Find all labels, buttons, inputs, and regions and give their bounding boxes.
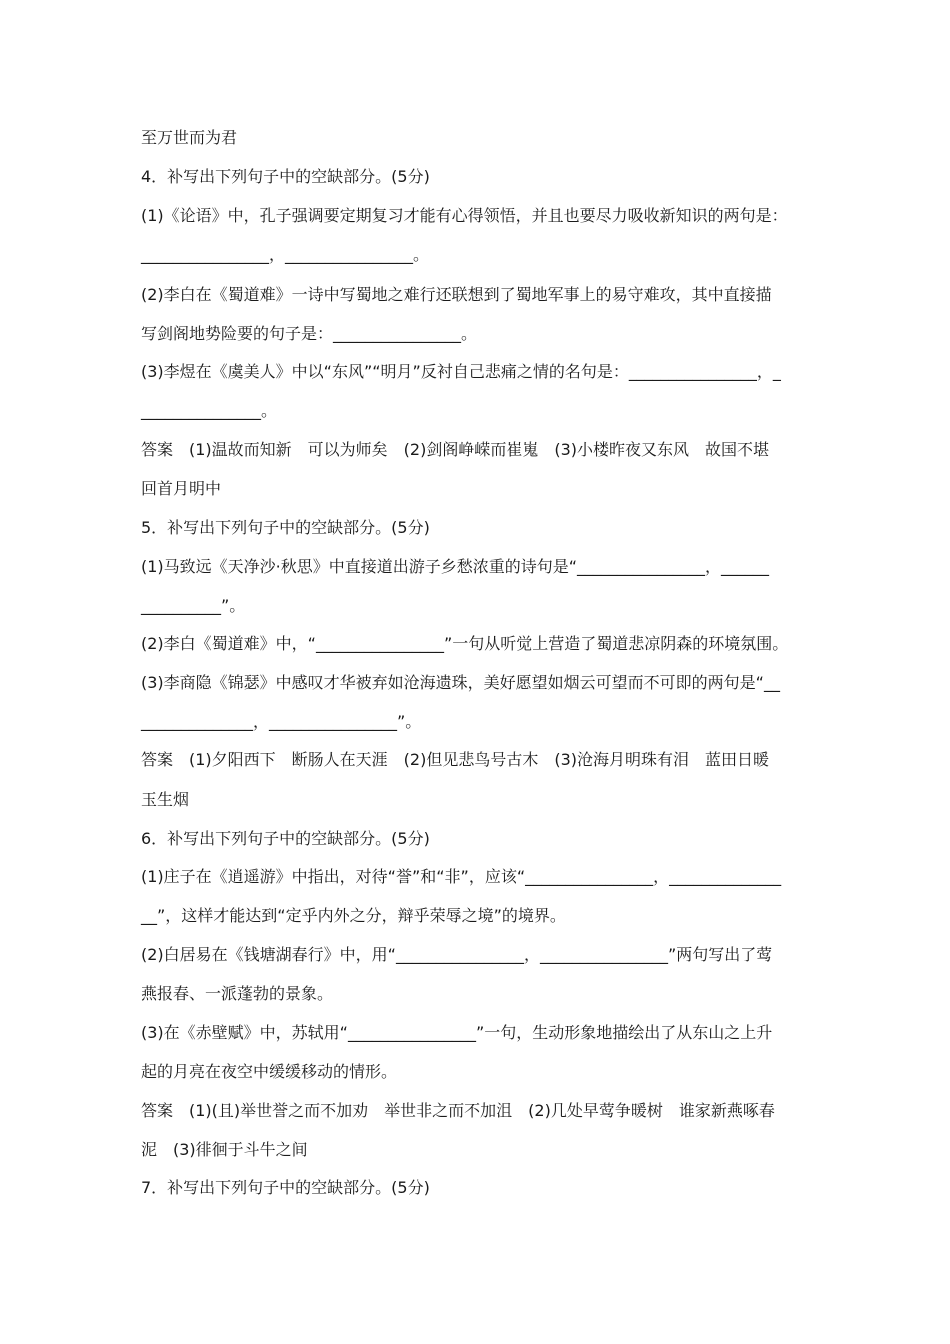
text-line: 起的月亮在夜空中缓缓移动的情形。 (141, 1062, 398, 1081)
text-line: (2)白居易在《钱塘湖春行》中，用“________________，________________”两句写出了莺 (141, 945, 773, 964)
text-line: (1)马致远《天净沙·秋思》中直接道出游子乡愁浓重的诗句是“________________，______ (141, 557, 770, 576)
question-heading: 6．补写出下列句子中的空缺部分。(5分) (141, 829, 430, 848)
text-line: (1)《论语》中，孔子强调要定期复习才能有心得领悟，并且也要尽力吸收新知识的两句是： (141, 206, 788, 225)
answer-line: 答案 (1)(且)举世誉之而不加劝 举世非之而不加沮 (2)几处早莺争暖树 谁家新燕啄春 (141, 1101, 775, 1120)
blank-line: __________”。 (141, 596, 246, 615)
text-line: 写剑阁地势险要的句子是：________________。 (141, 324, 478, 343)
blank-line: _______________。 (141, 401, 278, 420)
text-line: (1)庄子在《逍遥游》中指出，对待“誉”和“非”，应该“________________，______________ (141, 867, 782, 886)
text-line: (3)李煜在《虞美人》中以“东风”“明月”反衬自己悲痛之情的名句是：________________，_ (141, 362, 781, 381)
answer-line: 玉生烟 (141, 790, 190, 809)
answer-line: 答案 (1)温故而知新 可以为师矣 (2)剑阁峥嵘而崔嵬 (3)小楼昨夜又东风 故国不堪 (141, 440, 769, 459)
answer-line: 答案 (1)夕阳西下 断肠人在天涯 (2)但见悲鸟号古木 (3)沧海月明珠有泪 蓝田日暖 (141, 750, 769, 769)
text-line: __”，这样才能达到“定乎内外之分，辩乎荣辱之境”的境界。 (141, 906, 566, 925)
question-heading: 4．补写出下列句子中的空缺部分。(5分) (141, 167, 430, 186)
question-heading: 7．补写出下列句子中的空缺部分。(5分) (141, 1178, 430, 1197)
text-line: (3)李商隐《锦瑟》中感叹才华被弃如沧海遗珠，美好愿望如烟云可望而不可即的两句是“__ (141, 673, 780, 692)
question-heading: 5．补写出下列句子中的空缺部分。(5分) (141, 518, 430, 537)
text-line: (3)在《赤壁赋》中，苏轼用“________________”一句，生动形象地描绘出了从东山之上升 (141, 1023, 773, 1042)
text-line: 至万世而为君 (141, 128, 238, 147)
blank-line: ______________，________________”。 (141, 712, 422, 731)
answer-line: 回首月明中 (141, 479, 222, 498)
text-line: 燕报春、一派蓬勃的景象。 (141, 984, 334, 1003)
text-line: (2)李白在《蜀道难》一诗中写蜀地之难行还联想到了蜀地军事上的易守难攻，其中直接描 (141, 285, 772, 304)
text-line: (2)李白《蜀道难》中，“________________”一句从听觉上营造了蜀道悲凉阴森的环境氛围。 (141, 634, 789, 653)
blank-line: ________________，________________。 (141, 245, 430, 264)
answer-line: 泥 (3)徘徊于斗牛之间 (141, 1140, 308, 1159)
